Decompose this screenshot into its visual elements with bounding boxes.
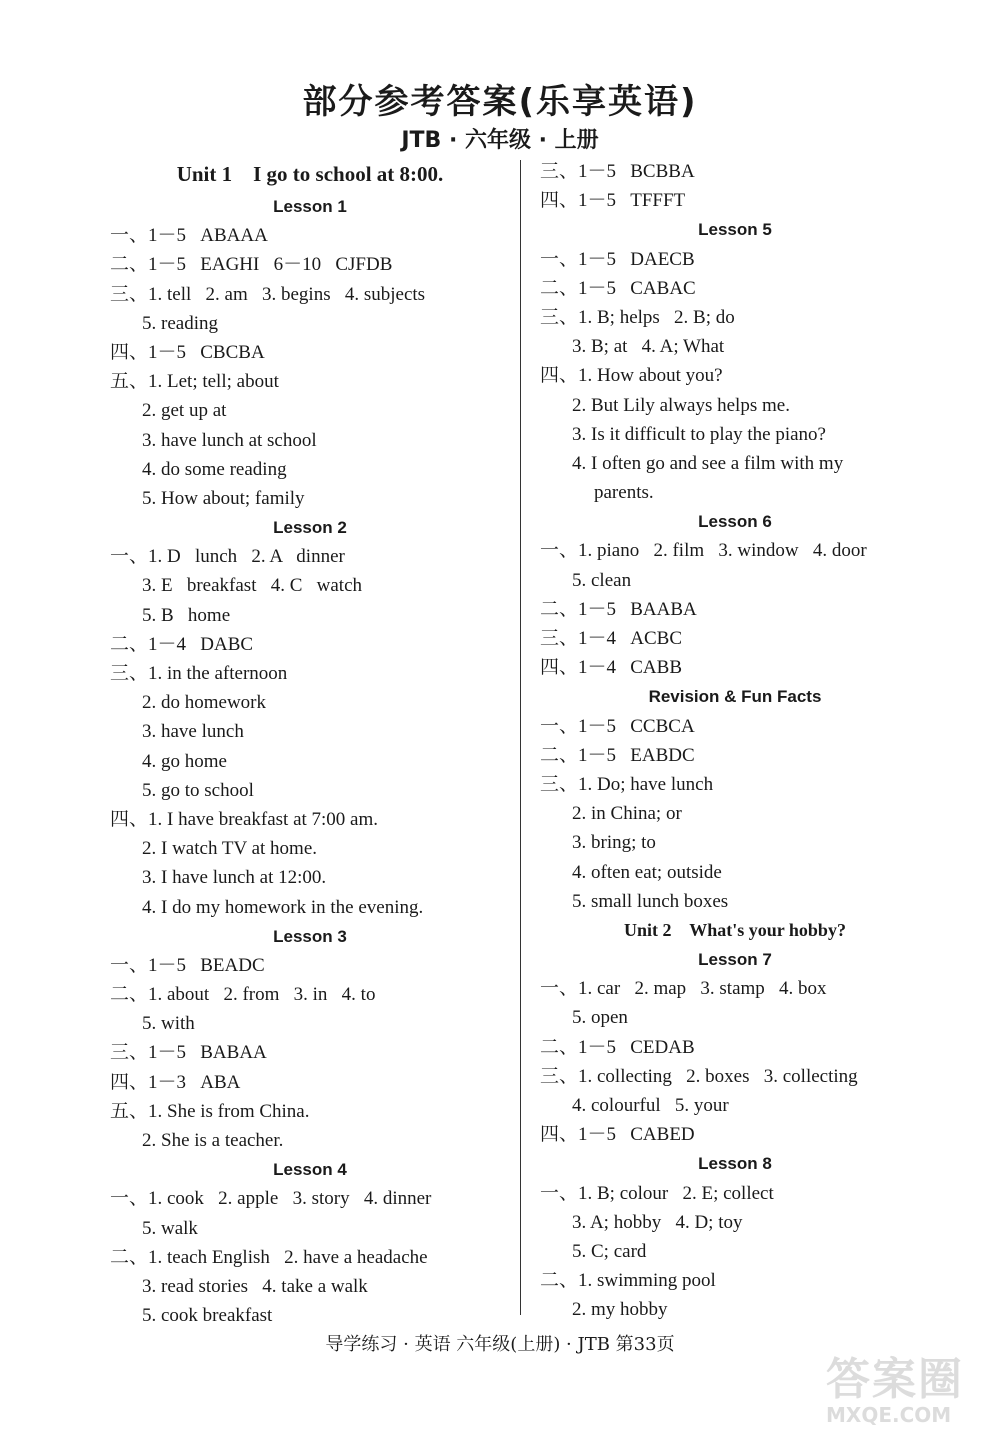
answer-line-continued: 2. She is a teacher.: [142, 1130, 284, 1151]
answer-line-continued: 3. bring; to: [572, 832, 656, 854]
answer-line: 一、1. B; colour 2. E; collect: [540, 1182, 774, 1204]
answer-line-continued: 3. E breakfast 4. C watch: [142, 575, 363, 597]
lesson-heading: Lesson 1: [273, 197, 347, 216]
answer-line: 二、1－5 EAGHI 6－10 CJFDB: [110, 254, 393, 276]
lesson-heading: Lesson 4: [273, 1160, 347, 1180]
answer-line-continued: 4. go home: [142, 750, 227, 772]
answer-line-continued: 4. I often go and see a film with my: [572, 452, 844, 474]
answer-line-continued: 2. I watch TV at home.: [142, 838, 318, 860]
answer-line: 四、1－5 CBCBA: [110, 341, 265, 363]
answer-line: 三、1. Do; have lunch: [540, 773, 714, 795]
answer-line-continued: 5. B home: [142, 604, 231, 626]
page-title: 部分参考答案(乐享英语): [302, 82, 698, 122]
answer-line: 二、1－4 DABC: [110, 633, 254, 655]
answer-line: 二、1. about 2. from 3. in 4. to: [110, 984, 376, 1006]
left-column: [110, 156, 510, 1330]
answer-line: 一、1－5 BEADC: [110, 954, 265, 976]
answer-line-continued: 3. have lunch at school: [142, 429, 317, 451]
answer-line-continued: 3. Is it difficult to play the piano?: [572, 423, 826, 445]
answer-line-continued: 2. in China; or: [572, 803, 682, 825]
answer-line: 三、1－5 BABAA: [110, 1042, 267, 1064]
answer-line: 二、1－5 CEDAB: [540, 1036, 695, 1058]
answer-line-continued: 5. go to school: [142, 779, 254, 801]
answer-line: 四、1－5 CABED: [540, 1124, 695, 1146]
answer-line: 三、1. tell 2. am 3. begins 4. subjects: [110, 283, 426, 305]
answer-line: 一、1. piano 2. film 3. window 4. door: [540, 540, 867, 562]
answer-line: 二、1－5 CABAC: [540, 277, 696, 299]
answer-line: 三、1. collecting 2. boxes 3. collecting: [540, 1065, 858, 1087]
answer-line-continued: 5. clean: [572, 569, 632, 591]
answer-line: 二、1. swimming pool: [540, 1270, 716, 1292]
answer-line: 二、1－5 BAABA: [540, 598, 697, 620]
answer-line: 四、1. How about you?: [540, 365, 723, 387]
answer-line-continued: 3. B; at 4. A; What: [572, 336, 725, 358]
answer-line: 三、1. B; helps 2. B; do: [540, 306, 735, 328]
answer-line: 四、1－4 CABB: [540, 657, 682, 679]
unit-heading: Unit 1 I go to school at 8:00.: [176, 162, 444, 186]
page-footer: 导学练习 · 英语 六年级(上册) · JTB 第33页: [325, 1334, 675, 1355]
answer-line-continued: 4. colourful 5. your: [572, 1095, 729, 1116]
page-subtitle: JTB · 六年级 · 上册: [401, 128, 599, 153]
answer-line-continued: 3. I have lunch at 12:00.: [142, 867, 327, 889]
answer-line-continued: 2. get up at: [142, 400, 227, 422]
lesson-heading: Lesson 6: [698, 512, 772, 532]
watermark-logo-text: 答案圈: [826, 1354, 964, 1405]
answer-line: 四、1. I have breakfast at 7:00 am.: [110, 808, 379, 830]
answer-line-continued: parents.: [594, 482, 654, 504]
answer-line: 三、1. in the afternoon: [110, 663, 288, 684]
answer-line: 一、1－5 DAECB: [540, 248, 695, 270]
lesson-heading: Lesson 8: [698, 1154, 772, 1174]
answer-line: 四、1－5 TFFFT: [540, 190, 686, 212]
column-divider: [520, 160, 521, 1315]
answer-line-continued: 5. open: [572, 1007, 628, 1029]
answer-line: 三、1－5 BCBBA: [540, 161, 695, 182]
answer-line-continued: 5. small lunch boxes: [572, 890, 729, 912]
answer-line-continued: 2. my hobby: [572, 1299, 668, 1321]
answer-line-continued: 3. read stories 4. take a walk: [142, 1275, 368, 1297]
answer-line-continued: 5. How about; family: [142, 487, 305, 509]
lesson-heading: Lesson 5: [698, 220, 772, 240]
answer-line-continued: 4. I do my homework in the evening.: [142, 896, 424, 918]
answer-line: 二、1－5 EABDC: [540, 744, 695, 766]
answer-line: 三、1－4 ACBC: [540, 628, 682, 649]
unit-heading: Unit 2 What's your hobby?: [624, 919, 846, 940]
answer-line-continued: 2. do homework: [142, 692, 267, 714]
lesson-heading: Lesson 2: [273, 518, 347, 538]
answer-line-continued: 4. often eat; outside: [572, 861, 722, 883]
answer-line: 五、1. She is from China.: [110, 1100, 310, 1122]
answer-line: 一、1. cook 2. apple 3. story 4. dinner: [110, 1188, 432, 1210]
answer-line: 一、1. car 2. map 3. stamp 4. box: [540, 978, 827, 1000]
answer-line: 五、1. Let; tell; about: [110, 371, 279, 393]
watermark-site-text: MXQE.COM: [826, 1403, 952, 1427]
answer-line: 一、1－5 ABAAA: [110, 225, 268, 247]
answer-line-continued: 5. reading: [142, 312, 218, 334]
watermark-logo: [826, 1354, 976, 1437]
right-column: [540, 157, 930, 1325]
answer-line-continued: 3. A; hobby 4. D; toy: [572, 1211, 743, 1233]
answer-line-continued: 5. C; card: [572, 1240, 647, 1262]
answer-line: 一、1－5 CCBCA: [540, 715, 695, 737]
answer-line-continued: 5. cook breakfast: [142, 1305, 273, 1327]
answer-line: 一、1. D lunch 2. A dinner: [110, 546, 345, 568]
answer-line: 四、1－3 ABA: [110, 1071, 241, 1093]
lesson-heading: Revision & Fun Facts: [648, 687, 822, 707]
answer-line-continued: 5. walk: [142, 1217, 198, 1239]
lesson-heading: Lesson 3: [273, 926, 347, 946]
answer-line-continued: 4. do some reading: [142, 458, 287, 480]
answer-line-continued: 5. with: [142, 1013, 195, 1035]
answer-line-continued: 2. But Lily always helps me.: [572, 394, 790, 416]
answer-line-continued: 3. have lunch: [142, 721, 244, 743]
answer-line: 二、1. teach English 2. have a headache: [110, 1246, 428, 1268]
lesson-heading: Lesson 7: [698, 950, 772, 970]
